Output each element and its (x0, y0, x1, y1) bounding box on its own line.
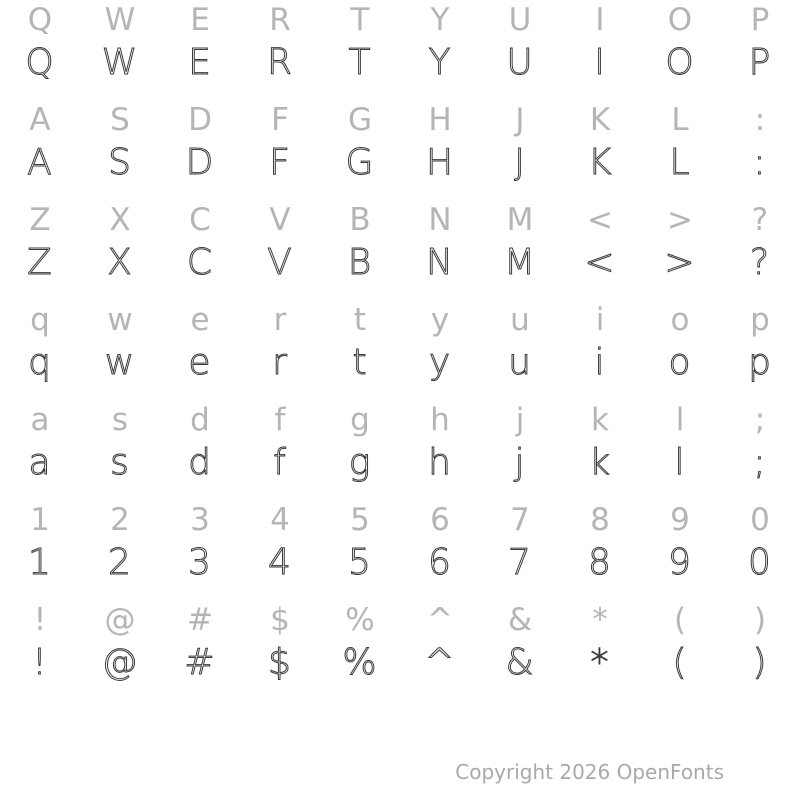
reference-row-glyph: L (671, 102, 689, 138)
specimen-row-glyph: W (101, 42, 139, 83)
reference-row-glyph: l (675, 402, 685, 438)
reference-row-glyph: R (269, 2, 291, 38)
reference-row-glyph: 2 (110, 502, 130, 538)
reference-row-glyph: y (430, 302, 450, 338)
reference-row-glyph: # (187, 602, 213, 638)
reference-row-glyph: ^ (427, 602, 453, 638)
reference-row-glyph: a (30, 402, 50, 438)
specimen-row-glyph: t (352, 342, 368, 383)
specimen-row-glyph: 4 (268, 542, 292, 583)
reference-row-glyph: O (667, 2, 693, 38)
reference-row-glyph: A (29, 102, 51, 138)
specimen-row-glyph: O (665, 42, 695, 83)
specimen-row-glyph: 5 (348, 542, 372, 583)
specimen-row-glyph: A (27, 142, 53, 183)
reference-row-glyph: Z (29, 202, 51, 238)
specimen-row-glyph: S (108, 142, 132, 183)
glyph-band-uppercase-bottom (0, 200, 800, 300)
specimen-row-glyph: g (348, 442, 372, 483)
reference-row-glyph: S (110, 102, 130, 138)
reference-row-glyph: 0 (750, 502, 770, 538)
reference-row-glyph: 5 (350, 502, 370, 538)
reference-row-glyph: G (347, 102, 373, 138)
specimen-row-glyph: N (426, 242, 454, 283)
specimen-row-glyph: F (269, 142, 291, 183)
specimen-row-glyph: < (584, 242, 616, 283)
reference-row-glyph: % (345, 602, 375, 638)
reference-row-glyph: K (589, 102, 611, 138)
specimen-row-glyph: a (28, 442, 52, 483)
specimen-row-symbols (0, 633, 800, 693)
reference-row-glyph: : (754, 102, 766, 138)
reference-row-glyph: h (430, 402, 450, 438)
reference-row-glyph: X (109, 202, 131, 238)
specimen-row-glyph: V (267, 242, 293, 283)
reference-row-glyph: $ (270, 602, 290, 638)
reference-row-glyph: W (104, 2, 136, 38)
reference-row-glyph: U (508, 2, 532, 38)
reference-row-glyph: ; (754, 402, 766, 438)
reference-row-glyph: < (587, 202, 613, 238)
reference-row-glyph: j (515, 402, 525, 438)
reference-row-glyph: V (269, 202, 291, 238)
reference-row-glyph: Y (430, 2, 450, 38)
specimen-row-glyph: q (28, 342, 52, 383)
specimen-row-glyph: 0 (748, 542, 772, 583)
specimen-row-glyph: I (594, 42, 606, 83)
specimen-row-glyph: Y (428, 42, 452, 83)
reference-row-glyph: f (274, 402, 286, 438)
reference-row-glyph: F (271, 102, 289, 138)
reference-row-glyph: * (592, 602, 608, 638)
reference-row-glyph: & (507, 602, 533, 638)
specimen-row-glyph: i (594, 342, 606, 383)
specimen-row-glyph: f (273, 442, 287, 483)
specimen-row-glyph: ! (32, 642, 48, 683)
specimen-row-glyph: T (348, 42, 372, 83)
reference-row-glyph: D (188, 102, 212, 138)
specimen-row-glyph: p (748, 342, 772, 383)
reference-row-glyph: p (750, 302, 770, 338)
specimen-row-glyph: 8 (588, 542, 612, 583)
reference-row-glyph: ! (33, 602, 47, 638)
reference-row-glyph: H (428, 102, 452, 138)
reference-row-glyph: > (667, 202, 693, 238)
specimen-row-glyph: 3 (188, 542, 212, 583)
reference-row-glyph: Q (27, 2, 53, 38)
specimen-row-glyph: % (342, 642, 378, 683)
specimen-row-glyph: ( (672, 642, 688, 683)
specimen-row-glyph: X (107, 242, 133, 283)
specimen-row-glyph: U (506, 42, 534, 83)
specimen-row-glyph: e (188, 342, 212, 383)
reference-row-glyph: ( (673, 602, 687, 638)
glyph-band-lowercase-home (0, 400, 800, 500)
specimen-row-glyph: ; (753, 442, 767, 483)
specimen-row-glyph: # (184, 642, 216, 683)
glyph-band-lowercase-top (0, 300, 800, 400)
reference-row-glyph: J (515, 102, 525, 138)
reference-row-glyph: T (350, 2, 370, 38)
glyph-band-digits (0, 500, 800, 600)
reference-row-glyph: B (349, 202, 371, 238)
reference-row-glyph: 9 (670, 502, 690, 538)
reference-row-glyph: 1 (30, 502, 50, 538)
glyph-band-symbols (0, 600, 800, 700)
copyright-notice: Copyright 2026 OpenFonts (455, 760, 724, 784)
reference-row-glyph: q (30, 302, 50, 338)
reference-row-glyph: C (189, 202, 211, 238)
glyph-band-uppercase-home (0, 100, 800, 200)
specimen-row-glyph: ) (752, 642, 768, 683)
specimen-row-glyph: & (505, 642, 535, 683)
reference-row-glyph: e (190, 302, 210, 338)
reference-row-glyph: t (353, 302, 367, 338)
specimen-row-glyph: l (674, 442, 686, 483)
specimen-row-glyph: E (188, 42, 212, 83)
reference-row-glyph: ) (753, 602, 767, 638)
reference-row-glyph: g (350, 402, 370, 438)
specimen-row-glyph: ^ (424, 642, 456, 683)
specimen-row-glyph: R (266, 42, 293, 83)
specimen-row-glyph: u (508, 342, 532, 383)
reference-row-glyph: 4 (270, 502, 290, 538)
reference-row-glyph: w (107, 302, 133, 338)
specimen-row-glyph: D (185, 142, 215, 183)
specimen-row-glyph: G (345, 142, 375, 183)
reference-row-glyph: M (506, 202, 534, 238)
specimen-row-glyph: y (428, 342, 452, 383)
specimen-row-glyph: B (347, 242, 373, 283)
specimen-row-uppercase-top (0, 33, 800, 93)
specimen-row-glyph: K (587, 142, 613, 183)
reference-row-glyph: k (591, 402, 609, 438)
specimen-row-lowercase-top (0, 333, 800, 393)
specimen-row-glyph: ? (749, 242, 771, 283)
specimen-row-glyph: > (664, 242, 696, 283)
glyph-band-uppercase-top (0, 0, 800, 100)
specimen-row-glyph: P (748, 42, 772, 83)
reference-row-glyph: N (428, 202, 452, 238)
reference-row-glyph: ? (751, 202, 769, 238)
specimen-row-glyph: h (428, 442, 452, 483)
specimen-row-glyph: j (514, 442, 526, 483)
specimen-row-glyph: r (272, 342, 288, 383)
reference-row-glyph: s (111, 402, 129, 438)
specimen-row-uppercase-home (0, 133, 800, 193)
specimen-row-glyph: 1 (28, 542, 52, 583)
reference-row-glyph: @ (104, 602, 136, 638)
reference-row-glyph: 3 (190, 502, 210, 538)
specimen-row-glyph: k (589, 442, 611, 483)
specimen-row-digits (0, 533, 800, 593)
specimen-row-glyph: 2 (108, 542, 132, 583)
specimen-row-glyph: w (104, 342, 136, 383)
specimen-row-glyph: s (110, 442, 130, 483)
specimen-row-glyph: M (503, 242, 537, 283)
specimen-row-glyph: H (425, 142, 455, 183)
reference-row-glyph: P (750, 2, 770, 38)
reference-row-glyph: 6 (430, 502, 450, 538)
specimen-row-glyph: J (514, 142, 526, 183)
reference-row-glyph: o (670, 302, 690, 338)
specimen-row-glyph: : (753, 142, 767, 183)
specimen-row-glyph: L (669, 142, 691, 183)
reference-row-glyph: 7 (510, 502, 530, 538)
specimen-row-glyph: @ (101, 642, 139, 683)
specimen-row-uppercase-bottom (0, 233, 800, 293)
specimen-row-glyph: 9 (668, 542, 692, 583)
reference-row-glyph: u (510, 302, 530, 338)
specimen-row-glyph: C (186, 242, 214, 283)
reference-row-glyph: E (190, 2, 210, 38)
specimen-row-glyph: 6 (428, 542, 452, 583)
reference-row-glyph: r (273, 302, 287, 338)
specimen-row-glyph: 7 (508, 542, 532, 583)
reference-row-glyph: d (190, 402, 210, 438)
specimen-row-glyph: * (590, 642, 610, 683)
specimen-row-glyph: $ (268, 642, 292, 683)
specimen-row-lowercase-home (0, 433, 800, 493)
specimen-row-glyph: d (188, 442, 212, 483)
specimen-row-glyph: Z (27, 242, 53, 283)
reference-row-glyph: I (595, 2, 605, 38)
specimen-row-glyph: o (668, 342, 692, 383)
reference-row-glyph: i (595, 302, 605, 338)
reference-row-glyph: 8 (590, 502, 610, 538)
specimen-row-glyph: Q (25, 42, 55, 83)
